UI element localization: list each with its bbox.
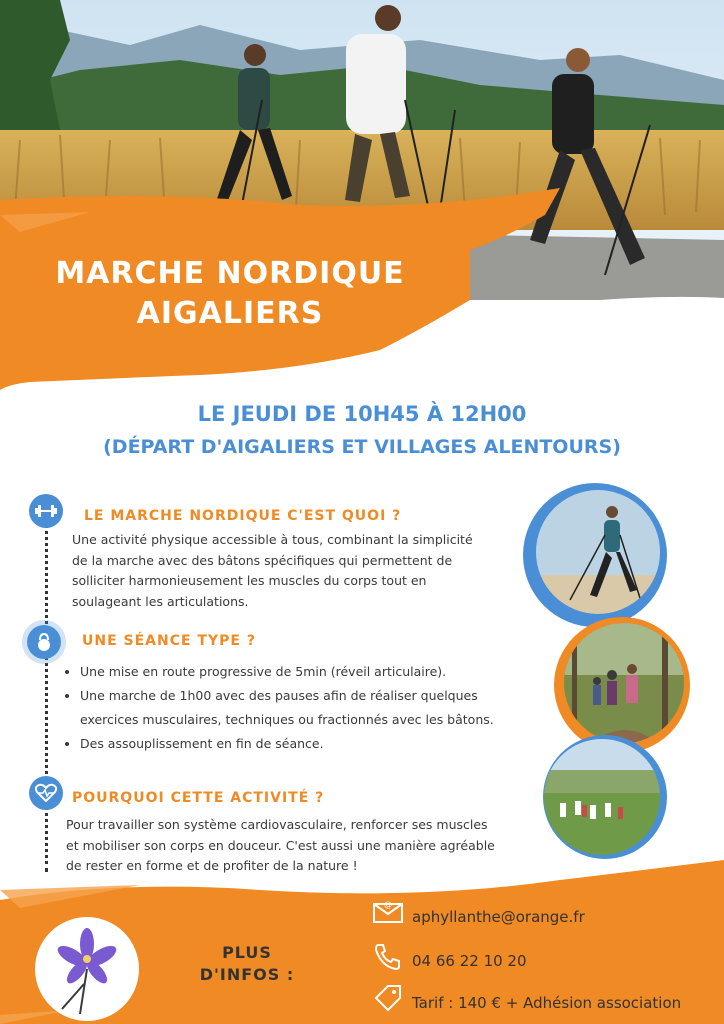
schedule-day-time: LE JEUDI DE 10H45 À 12H00 <box>197 402 527 426</box>
countryside-group-photo <box>530 735 675 860</box>
text-line: Pour travailler son système cardiovasculaire, renforcer ses muscles <box>66 817 488 832</box>
section-what-title: LE MARCHE NORDIQUE C'EST QUOI ? <box>84 508 402 524</box>
timeline-dotted-line <box>45 512 48 872</box>
list-item-continuation: exercices musculaires, techniques ou fractionnés avec les bâtons. <box>80 712 494 727</box>
email-icon <box>372 898 404 926</box>
contact-phone[interactable]: 04 66 22 10 20 <box>412 952 527 970</box>
more-info-line-1: PLUS <box>222 943 272 962</box>
text-line: solliciter harmonieusement les muscles du corps tout en <box>72 573 427 588</box>
price-info: Tarif : 140 € + Adhésion association <box>412 994 682 1012</box>
schedule-departure: (DÉPART D'AIGALIERS ET VILLAGES ALENTOURS) <box>103 436 621 458</box>
session-bullet-list <box>62 660 550 756</box>
kettlebell-icon <box>27 625 61 659</box>
text-line: de la marche avec des bâtons spécifiques qui permettent de <box>72 552 453 568</box>
section-what-text <box>72 530 542 612</box>
forest-group-photo <box>552 615 697 755</box>
more-info-label <box>182 942 312 986</box>
text-line: Une activité physique accessible à tous, combinant la simplicité <box>72 532 473 547</box>
text-line: et mobiliser son corps en douceur. C'est aussi une manière agréable <box>66 837 495 853</box>
price-tag-icon <box>372 984 404 1012</box>
svg-text:@: @ <box>384 900 392 909</box>
list-item: • Des assouplissement en fin de séance. <box>80 732 550 756</box>
heart-pulse-icon <box>29 776 63 810</box>
list-item: • Une mise en route progressive de 5min (réveil articulaire). <box>80 660 550 684</box>
flower-logo-icon <box>32 914 142 1024</box>
dumbbell-icon <box>29 494 63 528</box>
hero-banner <box>0 0 724 410</box>
hero-photo <box>0 0 724 410</box>
list-item: • Une marche de 1h00 avec des pauses afin de réaliser quelques <box>80 684 550 708</box>
title-line-2: AIGALIERS <box>136 296 324 331</box>
phone-icon <box>372 942 404 970</box>
text-line: soulageant les articulations. <box>72 593 249 609</box>
contact-email[interactable]: aphyllanthe@orange.fr <box>412 908 585 926</box>
beach-walker-photo <box>520 480 670 630</box>
section-why-title: POURQUOI CETTE ACTIVITÉ ? <box>72 790 325 806</box>
page-title <box>20 254 440 334</box>
more-info-line-2: D'INFOS : <box>199 965 295 984</box>
section-session-title: UNE SÉANCE TYPE ? <box>82 633 256 649</box>
text-line: de rester en forme et de profiter de la nature ! <box>66 858 358 873</box>
title-line-1: MARCHE NORDIQUE <box>55 256 405 291</box>
